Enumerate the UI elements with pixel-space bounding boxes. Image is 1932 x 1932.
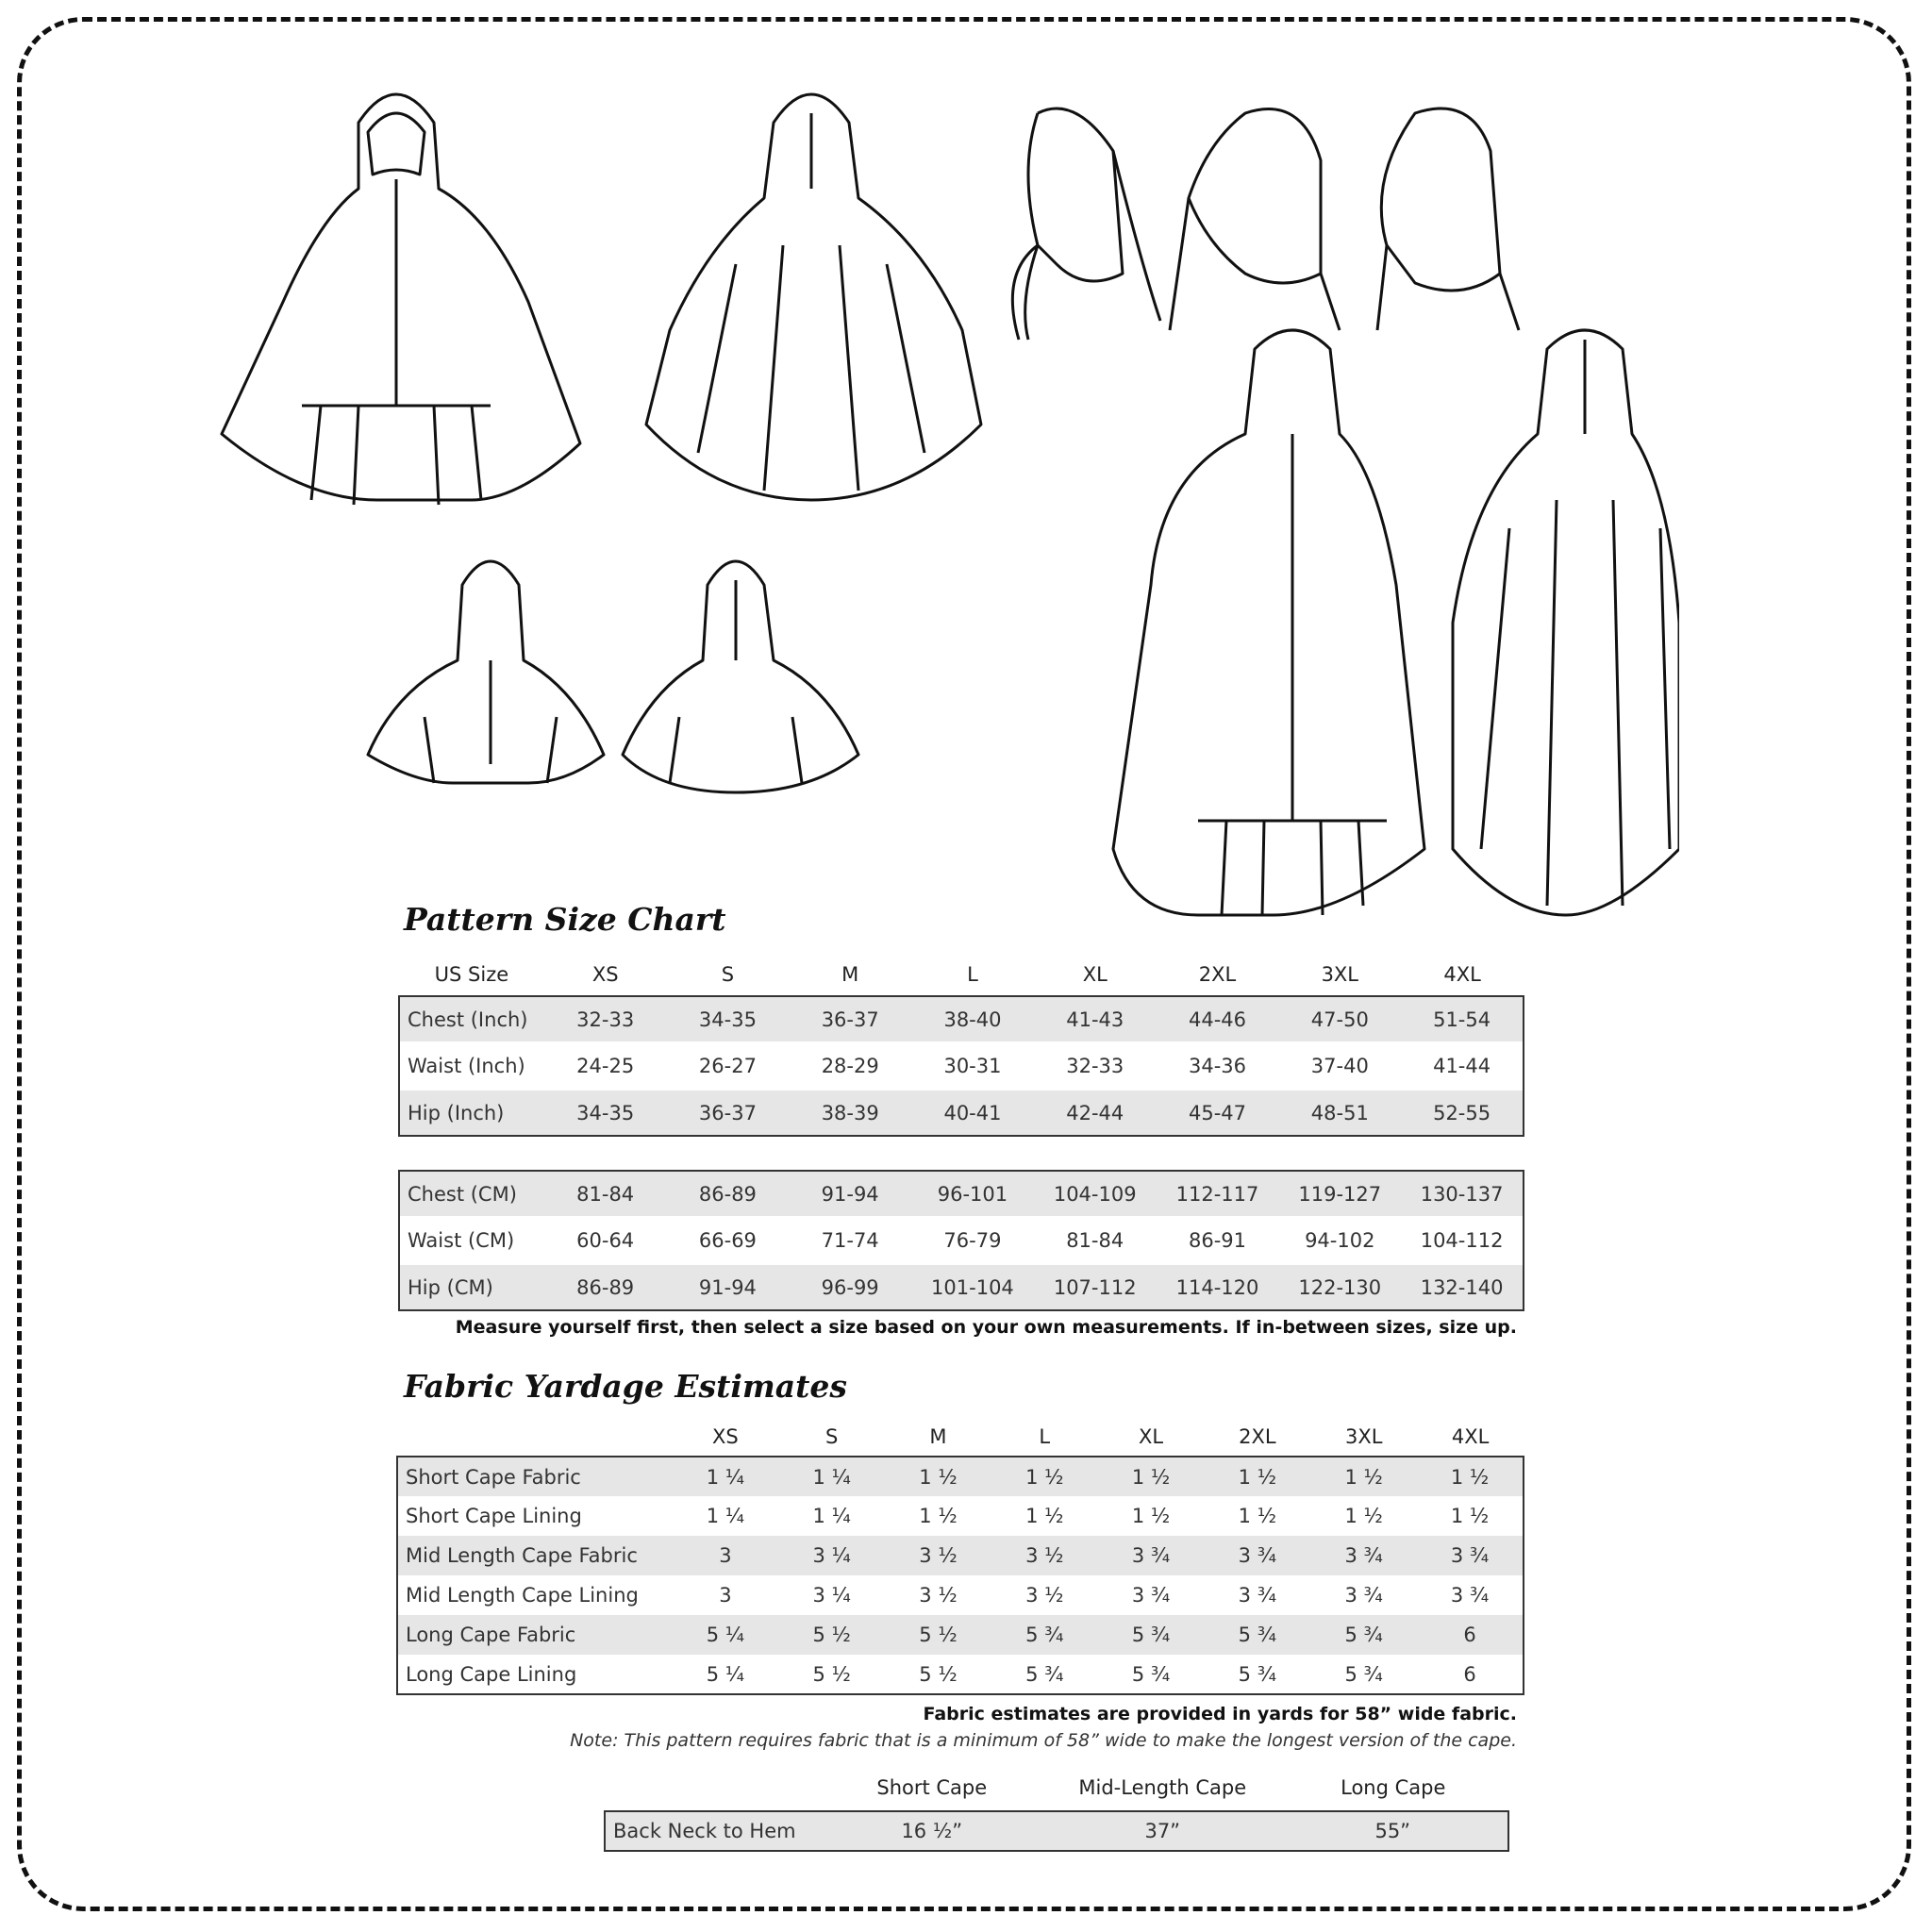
cell: 91-94 <box>698 1275 757 1299</box>
cell: 1 ½ <box>1450 1465 1490 1489</box>
row-label: Hip (CM) <box>408 1275 493 1299</box>
table-row <box>397 1457 1524 1496</box>
row-label: Short Cape Fabric <box>406 1465 581 1489</box>
cell: 1 ½ <box>1344 1465 1383 1489</box>
size-header: XS <box>712 1424 739 1448</box>
cell: 122-130 <box>1298 1275 1382 1299</box>
cell: 1 ½ <box>1025 1465 1064 1489</box>
cell: 55” <box>1374 1820 1411 1842</box>
cell: 3 ¼ <box>812 1544 851 1567</box>
table-row <box>397 1615 1524 1655</box>
cell: 5 ¾ <box>1131 1624 1171 1646</box>
cell: 16 ½” <box>901 1820 963 1842</box>
cell: 96-99 <box>821 1275 879 1299</box>
cell: 32-33 <box>576 1008 635 1031</box>
cell: 37-40 <box>1310 1055 1369 1077</box>
cell: 3 <box>719 1544 732 1567</box>
cell: 5 ¼ <box>706 1662 745 1686</box>
cell: 5 ½ <box>919 1662 958 1686</box>
cell: 3 <box>719 1584 732 1607</box>
cell: 81-84 <box>576 1182 635 1206</box>
cell: 6 <box>1463 1662 1476 1686</box>
cell: 3 ¼ <box>812 1584 851 1607</box>
cell: 1 ½ <box>1131 1465 1171 1489</box>
yardage-note-bold: Fabric estimates are provided in yards for 58” wide fabric. <box>923 1704 1517 1724</box>
row-label: Mid Length Cape Lining <box>406 1584 639 1607</box>
size-header: XS <box>591 962 619 986</box>
cell: 3 ½ <box>1025 1584 1064 1607</box>
cell: 104-109 <box>1053 1182 1137 1206</box>
cell: 86-89 <box>576 1275 635 1299</box>
row-label: Mid Length Cape Fabric <box>406 1544 638 1567</box>
hood-front-side-drawing <box>1377 108 1519 330</box>
cell: 6 <box>1463 1624 1476 1646</box>
short-cape-back-drawing <box>623 561 858 792</box>
cell: 104-112 <box>1420 1229 1504 1252</box>
cell: 130-137 <box>1420 1182 1504 1206</box>
cell: 5 ¾ <box>1131 1662 1171 1686</box>
row-label: Short Cape Lining <box>406 1505 582 1527</box>
cell: 86-91 <box>1188 1229 1246 1252</box>
length-column-header: Short Cape <box>876 1775 988 1799</box>
cell: 71-74 <box>821 1229 879 1252</box>
cell: 1 ¼ <box>706 1465 745 1489</box>
cell: 3 ¾ <box>1450 1584 1490 1607</box>
mid-cape-front-drawing <box>222 94 580 505</box>
cell: 96-101 <box>937 1182 1008 1206</box>
cell: 1 ¼ <box>812 1465 851 1489</box>
size-header-row <box>399 953 1524 996</box>
cell: 60-64 <box>576 1229 635 1252</box>
cell: 81-84 <box>1066 1229 1124 1252</box>
cell: 41-44 <box>1433 1055 1491 1077</box>
row-label: Waist (Inch) <box>408 1055 525 1077</box>
cell: 5 ¼ <box>706 1624 745 1646</box>
size-header: S <box>825 1424 839 1448</box>
short-cape-front-drawing <box>368 561 604 783</box>
long-cape-front-drawing <box>1113 330 1424 915</box>
cell: 3 ¾ <box>1344 1584 1383 1607</box>
cell: 3 ½ <box>919 1584 958 1607</box>
cell: 3 ¾ <box>1344 1544 1383 1567</box>
size-chart-cm-table <box>398 1170 1524 1311</box>
cell: 26-27 <box>698 1055 757 1077</box>
cell: 30-31 <box>943 1055 1002 1077</box>
cell: 3 ¾ <box>1450 1544 1490 1567</box>
cell: 66-69 <box>698 1229 757 1252</box>
size-header: 4XL <box>1443 962 1481 986</box>
cell: 5 ¾ <box>1344 1662 1383 1686</box>
cell: 37” <box>1144 1820 1181 1842</box>
cell: 47-50 <box>1310 1008 1369 1031</box>
cell: 5 ¾ <box>1238 1624 1277 1646</box>
cell: 5 ¾ <box>1025 1662 1064 1686</box>
cell: 3 ¾ <box>1131 1544 1171 1567</box>
table-row <box>397 1496 1524 1536</box>
cell: 24-25 <box>576 1055 635 1077</box>
yardage-note-italic: Note: This pattern requires fabric that is a minimum of 58” wide to make the longest version of the cape. <box>570 1730 1517 1751</box>
cell: 41-43 <box>1066 1008 1124 1031</box>
table-row <box>397 1536 1524 1575</box>
cell: 1 ½ <box>1344 1505 1383 1527</box>
cell: 45-47 <box>1189 1101 1247 1124</box>
size-chart-title: Pattern Size Chart <box>404 901 726 938</box>
cell: 32-33 <box>1066 1055 1124 1077</box>
cell: 107-112 <box>1053 1275 1137 1299</box>
cell: 5 ½ <box>919 1624 958 1646</box>
cell: 1 ¼ <box>812 1505 851 1527</box>
hood-side-drawing <box>1012 108 1160 340</box>
length-column-header: Mid-Length Cape <box>1078 1775 1247 1799</box>
size-header: M <box>929 1424 947 1448</box>
row-label: Hip (Inch) <box>408 1101 505 1124</box>
size-chart-note: Measure yourself first, then select a size based on your own measurements. If in-between sizes, size up. <box>455 1317 1517 1338</box>
cell: 76-79 <box>943 1229 1002 1252</box>
cell: 51-54 <box>1433 1008 1491 1031</box>
table-row <box>399 1091 1524 1136</box>
cape-drawings-svg <box>208 57 1679 924</box>
size-header: 2XL <box>1239 1424 1276 1448</box>
cell: 48-51 <box>1310 1101 1369 1124</box>
size-header: XL <box>1082 962 1108 986</box>
table-row <box>399 1171 1524 1216</box>
cell: 34-35 <box>576 1101 635 1124</box>
cell: 5 ¾ <box>1238 1662 1277 1686</box>
cell: 42-44 <box>1066 1101 1124 1124</box>
cell: 52-55 <box>1433 1101 1491 1124</box>
cell: 34-35 <box>698 1008 757 1031</box>
cell: 3 ½ <box>919 1544 958 1567</box>
cell: 5 ¾ <box>1344 1624 1383 1646</box>
cell: 132-140 <box>1420 1275 1504 1299</box>
row-label: Back Neck to Hem <box>613 1820 796 1842</box>
row-label: Chest (CM) <box>408 1182 517 1206</box>
cape-illustrations <box>208 57 1679 924</box>
cell: 1 ½ <box>1238 1465 1277 1489</box>
cell: 44-46 <box>1189 1008 1247 1031</box>
table-row <box>397 1575 1524 1615</box>
cell: 1 ¼ <box>706 1505 745 1527</box>
table-row <box>605 1811 1508 1851</box>
table-row <box>399 1265 1524 1310</box>
size-header: 4XL <box>1451 1424 1490 1448</box>
cell: 1 ½ <box>919 1465 958 1489</box>
cell: 101-104 <box>931 1275 1014 1299</box>
cell: 36-37 <box>821 1008 879 1031</box>
cell: 36-37 <box>698 1101 757 1124</box>
table-row <box>399 1216 1524 1265</box>
cell: 3 ¾ <box>1238 1544 1277 1567</box>
cell: 1 ½ <box>1238 1505 1277 1527</box>
cell: 3 ½ <box>1025 1544 1064 1567</box>
cell: 86-89 <box>698 1182 757 1206</box>
cell: 28-29 <box>821 1055 879 1077</box>
row-label: Chest (Inch) <box>408 1008 528 1031</box>
long-cape-back-drawing <box>1453 330 1679 915</box>
cell: 91-94 <box>821 1182 879 1206</box>
table-row <box>399 1041 1524 1091</box>
yardage-table <box>396 1417 1524 1695</box>
row-label: Long Cape Fabric <box>406 1624 576 1646</box>
size-header: XL <box>1139 1424 1164 1448</box>
table-row <box>397 1655 1524 1694</box>
cell: 94-102 <box>1305 1229 1375 1252</box>
cell: 5 ¾ <box>1025 1624 1064 1646</box>
cell: 114-120 <box>1175 1275 1259 1299</box>
size-header: S <box>721 962 735 986</box>
table-row <box>399 996 1524 1041</box>
cell: 3 ¾ <box>1238 1584 1277 1607</box>
cell: 5 ½ <box>812 1624 851 1646</box>
size-chart-inch-table <box>398 953 1524 1137</box>
cell: 119-127 <box>1298 1182 1382 1206</box>
cell: 1 ½ <box>1450 1505 1490 1527</box>
cell: 1 ½ <box>1025 1505 1064 1527</box>
cell: 34-36 <box>1189 1055 1247 1077</box>
size-header: M <box>841 962 859 986</box>
cell: 38-40 <box>943 1008 1002 1031</box>
mid-cape-back-drawing <box>646 94 981 500</box>
cell: 38-39 <box>821 1101 879 1124</box>
cell: 1 ½ <box>1131 1505 1171 1527</box>
cell: 112-117 <box>1175 1182 1259 1206</box>
size-header: L <box>1039 1424 1051 1448</box>
length-header-row <box>605 1764 1508 1811</box>
cell: 40-41 <box>943 1101 1002 1124</box>
size-header: L <box>967 962 978 986</box>
cell: 3 ¾ <box>1131 1584 1171 1607</box>
row-label: Long Cape Lining <box>406 1662 577 1686</box>
row-label: Waist (CM) <box>408 1229 515 1252</box>
cell: 5 ½ <box>812 1662 851 1686</box>
hood-back-drawing <box>1170 109 1340 330</box>
cell: 1 ½ <box>919 1505 958 1527</box>
length-column-header: Long Cape <box>1341 1775 1446 1799</box>
size-header: 3XL <box>1321 962 1359 986</box>
yardage-title: Fabric Yardage Estimates <box>404 1368 847 1405</box>
size-header: 3XL <box>1344 1424 1383 1448</box>
size-header: 2XL <box>1198 962 1237 986</box>
us-size-label: US Size <box>434 962 509 986</box>
length-table <box>604 1764 1509 1852</box>
yardage-header-row <box>397 1417 1524 1457</box>
